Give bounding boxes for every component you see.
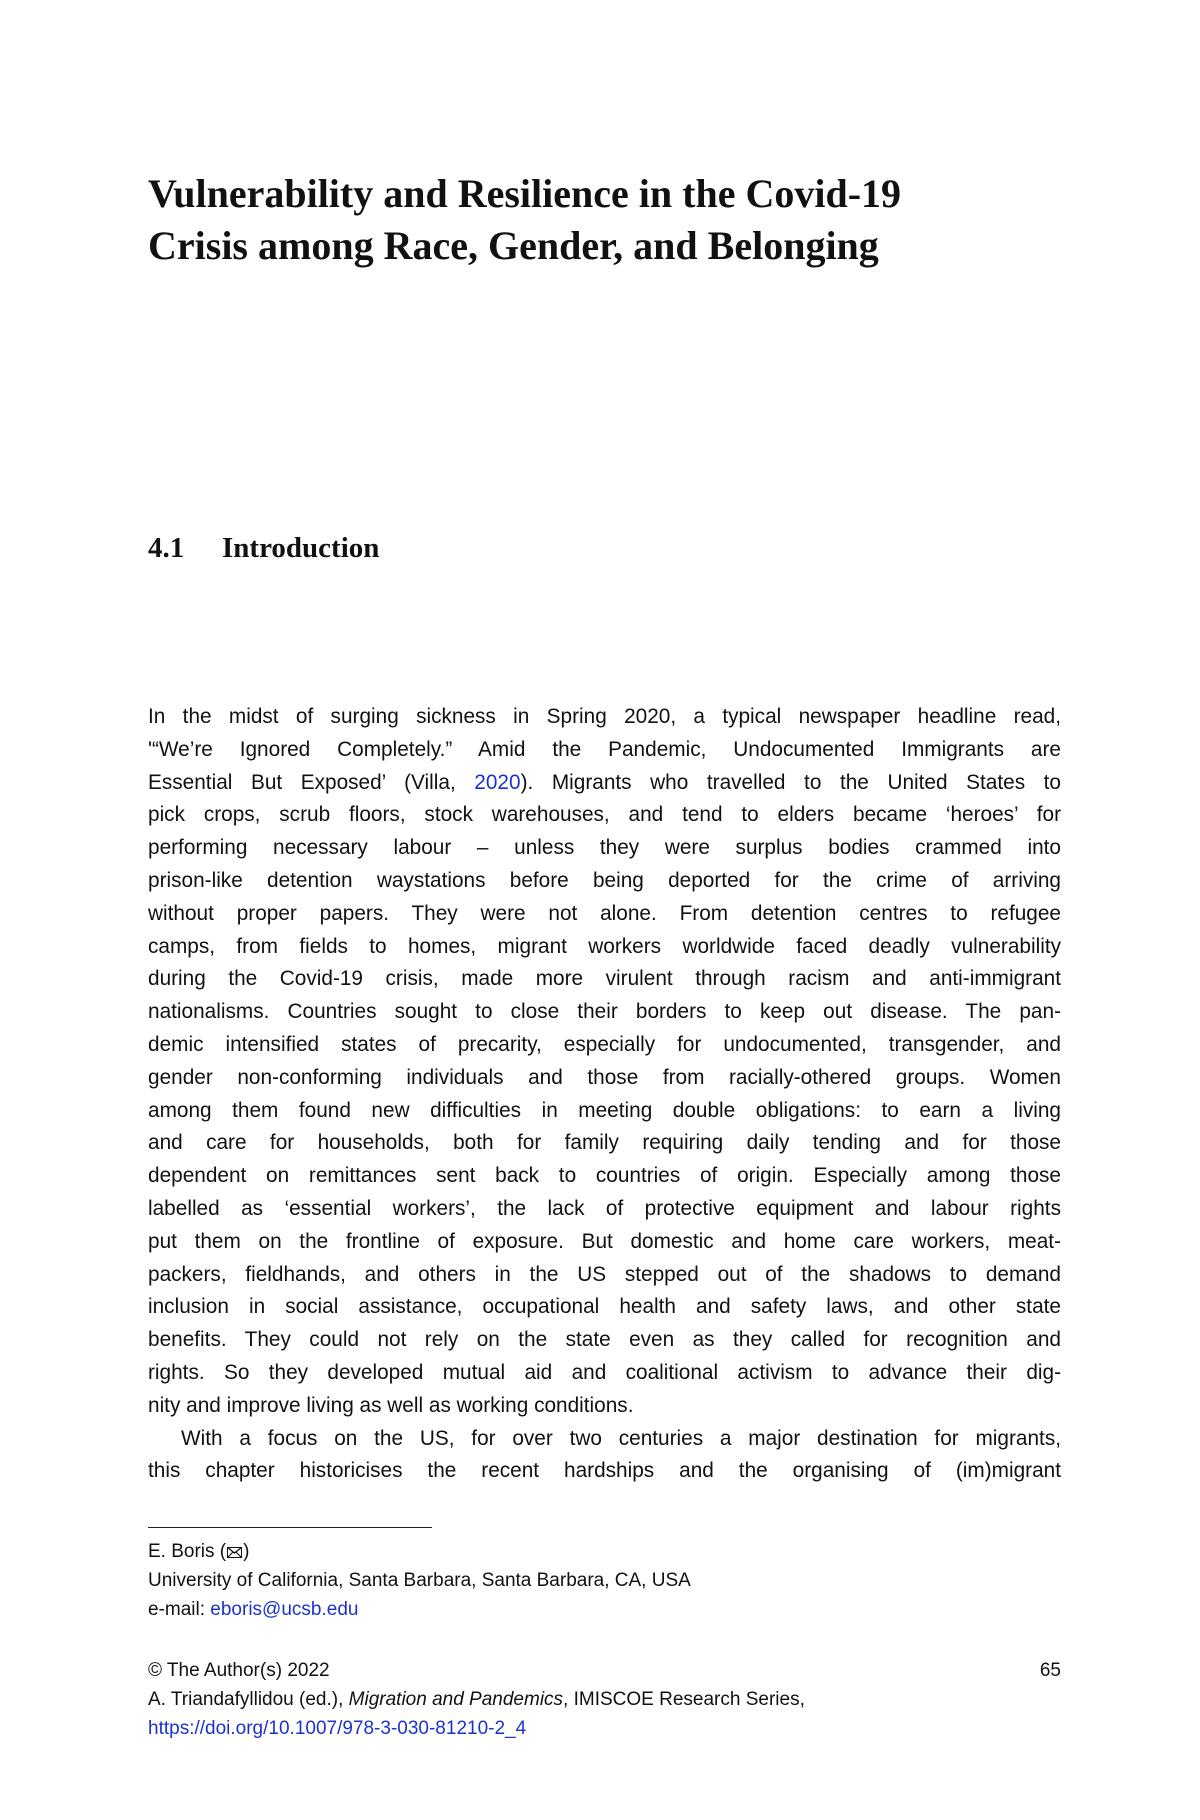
text-line: this chapter historicises the recent hardships and the organising of (im)migrant <box>148 1459 1061 1483</box>
copyright: © The Author(s) 2022 <box>148 1660 330 1681</box>
copyright-row <box>148 1656 1061 1685</box>
text-line: gender non-conforming individuals and those from racially-othered groups. Women <box>148 1065 1061 1089</box>
text-line: labelled as ‘essential workers’, the lack of protective equipment and labour rights <box>148 1196 1061 1220</box>
section-heading <box>148 530 379 566</box>
envelope-icon[interactable] <box>227 1547 242 1558</box>
section-title: Introduction <box>222 532 380 564</box>
institution: University of California, Santa Barbara, Santa Barbara, CA, USA <box>148 1570 691 1591</box>
author-name: E. Boris ( <box>148 1541 227 1562</box>
author-affiliation <box>148 1537 691 1624</box>
text-line: among them found new difficulties in meeting double obligations: to earn a living <box>148 1098 1061 1122</box>
email-link[interactable]: eboris@ucsb.edu <box>210 1599 359 1620</box>
doi-line <box>148 1714 1061 1743</box>
page-number: 65 <box>1039 1660 1061 1681</box>
citation-line <box>148 1685 1061 1714</box>
paragraph-2 <box>148 1423 1061 1489</box>
text-line: pick crops, scrub floors, stock warehouses, and tend to elders became ‘heroes’ for <box>148 803 1061 827</box>
text-line <box>148 767 1061 800</box>
editor: A. Triandafyllidou (ed.), <box>148 1689 349 1710</box>
chapter-title-line: Vulnerability and Resilience in the Covid-19 <box>148 171 902 216</box>
text-line: and care for households, both for family requiring daily tending and for those <box>148 1131 1061 1155</box>
text-line: prison-like detention waystations before being deported for the crime of arriving <box>148 868 1061 892</box>
publication-info <box>148 1656 1061 1743</box>
series: , IMISCOE Research Series, <box>563 1689 805 1710</box>
text-line: nationalisms. Countries sought to close their borders to keep out disease. The pan- <box>148 1000 1061 1024</box>
body-text <box>148 701 1061 1488</box>
text-line: camps, from fields to homes, migrant workers worldwide faced deadly vulnerability <box>148 934 1061 958</box>
text-line: '“We’re Ignored Completely.” Amid the Pandemic, Undocumented Immigrants are <box>148 737 1061 761</box>
chapter-title-line: Crisis among Race, Gender, and Belonging <box>148 223 879 268</box>
paragraph-1 <box>148 701 1061 1423</box>
text-line: nity and improve living as well as working conditions. <box>148 1393 634 1417</box>
doi-link[interactable]: https://doi.org/10.1007/978-3-030-81210-2_4 <box>148 1718 527 1739</box>
text-line: demic intensified states of precarity, especially for undocumented, transgender, and <box>148 1032 1061 1056</box>
text-line: benefits. They could not rely on the state even as they called for recognition and <box>148 1328 1061 1352</box>
chapter-title <box>148 168 1048 272</box>
text-line: inclusion in social assistance, occupational health and safety laws, and other state <box>148 1295 1061 1319</box>
email-label: e-mail: <box>148 1599 211 1620</box>
text-line: put them on the frontline of exposure. But domestic and home care workers, meat- <box>148 1229 1061 1253</box>
book-title: Migration and Pandemics <box>348 1689 564 1710</box>
citation-link[interactable]: 2020 <box>474 770 521 794</box>
text-line: dependent on remittances sent back to countries of origin. Especially among those <box>148 1164 1061 1188</box>
text-line: In the midst of surging sickness in Spring 2020, a typical newspaper headline read, <box>148 705 1061 728</box>
text-span: ). Migrants who travelled to the United States to <box>520 770 1061 794</box>
author-line <box>148 1537 691 1566</box>
text-line: performing necessary labour – unless they were surplus bodies crammed into <box>148 836 1061 860</box>
text-line: during the Covid-19 crisis, made more virulent through racism and anti-immigrant <box>148 967 1061 991</box>
text-line: With a focus on the US, for over two centuries a major destination for migrants, <box>181 1426 1061 1450</box>
text-span: Essential But Exposed’ (Villa, <box>148 770 475 794</box>
text-line: packers, fieldhands, and others in the US stepped out of the shadows to demand <box>148 1262 1061 1286</box>
email-line <box>148 1595 691 1624</box>
footnote-rule <box>148 1527 432 1528</box>
text-line: rights. So they developed mutual aid and coalitional activism to advance their dig- <box>148 1360 1061 1384</box>
section-number: 4.1 <box>148 532 185 564</box>
author-suffix: ) <box>243 1541 250 1562</box>
text-line: without proper papers. They were not alone. From detention centres to refugee <box>148 901 1061 925</box>
